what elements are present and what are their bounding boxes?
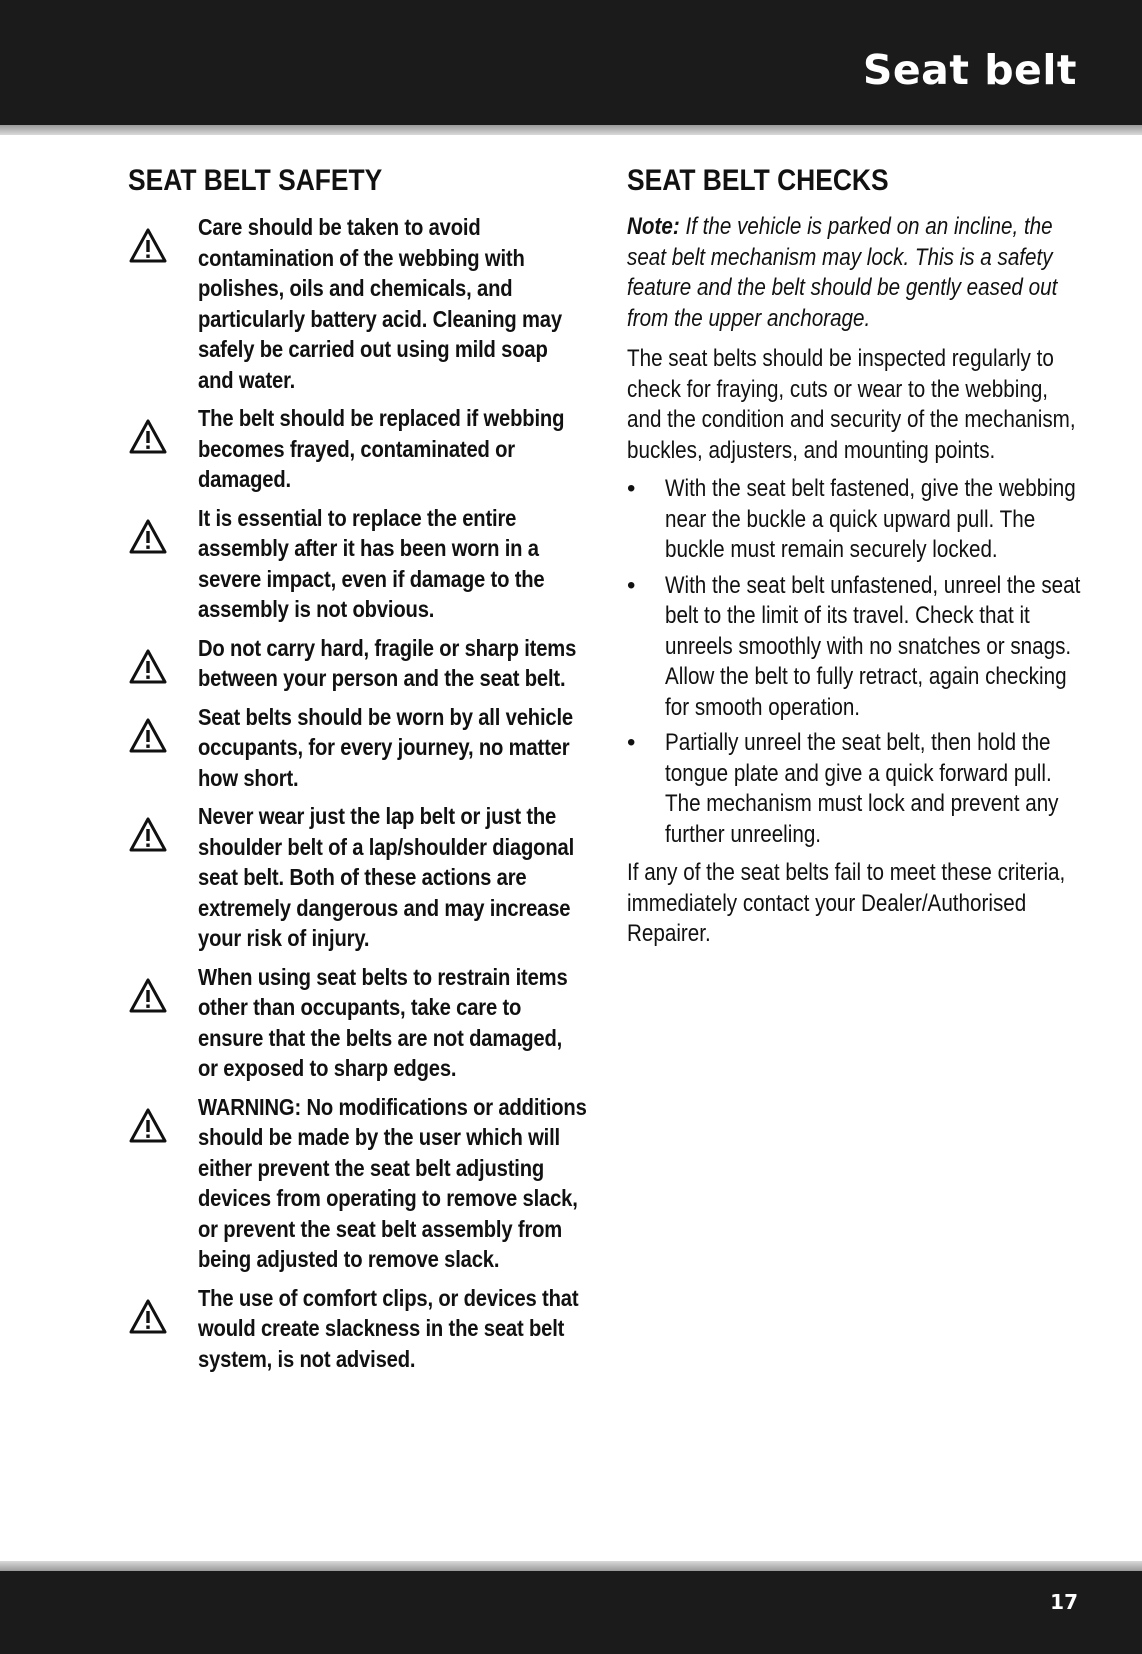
footer-stripe xyxy=(0,1561,1142,1571)
warning-triangle-icon xyxy=(128,1298,168,1335)
seat-belt-checks-section xyxy=(627,164,1082,958)
seat-belt-safety-heading: SEAT BELT SAFETY xyxy=(128,164,383,197)
warning-item xyxy=(128,212,588,395)
warning-item xyxy=(128,801,588,954)
warning-item xyxy=(128,962,588,1084)
warning-item xyxy=(128,633,588,694)
warning-item xyxy=(128,403,588,495)
bullet-icon: • xyxy=(627,571,636,599)
note-label: Note: xyxy=(627,213,680,240)
warning-item xyxy=(128,702,588,794)
seat-belt-checks-heading: SEAT BELT CHECKS xyxy=(627,164,889,197)
intro-paragraph xyxy=(627,344,1082,466)
bullet-icon: • xyxy=(627,729,636,756)
warning-item xyxy=(128,1283,588,1375)
list-item xyxy=(627,474,1082,566)
page-number: 17 xyxy=(1050,1590,1078,1614)
warning-triangle-icon xyxy=(128,1107,168,1144)
closing-paragraph xyxy=(627,858,1082,950)
warning-triangle-icon xyxy=(128,648,168,685)
closing-text: If any of the seat belts fail to meet these criteria, immediately contact your Dealer/Authorised Repairer. xyxy=(627,859,1066,947)
list-item-text: Partially unreel the seat belt, then hold the tongue plate and give a quick forward pull. The mechanism must lock and prevent any further unreeling. xyxy=(665,729,1059,848)
page-title: Seat belt xyxy=(862,46,1077,94)
warning-triangle-icon xyxy=(128,227,168,264)
note-text: If the vehicle is parked on an incline, the seat belt mechanism may lock. This is a safety feature and the belt should be gently eased out from the upper anchorage. xyxy=(627,213,1058,332)
seat-belt-safety-section xyxy=(128,164,588,1382)
note-paragraph xyxy=(627,212,1082,334)
warning-text: WARNING: No modifications or additions should be made by the user which will either prevent the seat belt adjusting devices from operating to remove slack, or prevent the seat belt assembly from being adjusted to remove slack. xyxy=(198,1093,587,1272)
check-list xyxy=(627,474,1082,850)
warning-triangle-icon xyxy=(128,418,168,455)
header-stripe xyxy=(0,125,1142,135)
warning-item xyxy=(128,1092,588,1275)
warning-item xyxy=(128,503,588,625)
list-item-text: With the seat belt fastened, give the webbing near the buckle a quick upward pull. The buckle must remain securely locked. xyxy=(665,475,1076,563)
list-item xyxy=(627,728,1082,850)
warning-triangle-icon xyxy=(128,977,168,1014)
warning-text: Do not carry hard, fragile or sharp items between your person and the seat belt. xyxy=(198,634,577,691)
warning-triangle-icon xyxy=(128,717,168,754)
warning-triangle-icon xyxy=(128,816,168,853)
warning-triangle-icon xyxy=(128,518,168,555)
warning-text: The belt should be replaced if webbing becomes frayed, contaminated or damaged. xyxy=(198,405,565,492)
list-item xyxy=(627,571,1082,724)
warning-text: Care should be taken to avoid contamination of the webbing with polishes, oils and chemicals, and particularly battery acid. Cleaning may safely be carried out using mild soap and water. xyxy=(198,214,562,393)
warning-text: When using seat belts to restrain items other than occupants, take care to ensure that the belts are not damaged, or exposed to sharp edges. xyxy=(198,963,568,1081)
warning-text: Seat belts should be worn by all vehicle occupants, for every journey, no matter how short. xyxy=(198,703,573,791)
intro-text: The seat belts should be inspected regularly to check for fraying, cuts or wear to the webbing, and the condition and security of the mechanism, buckles, adjusters, and mounting points. xyxy=(627,345,1076,464)
warning-text: It is essential to replace the entire assembly after it has been worn in a severe impact, even if damage to the assembly is not obvious. xyxy=(198,504,545,622)
warning-text: Never wear just the lap belt or just the shoulder belt of a lap/shoulder diagonal seat belt. Both of these actions are extremely dangerous and may increase your risk of injury. xyxy=(198,803,575,951)
warning-text: The use of comfort clips, or devices that would create slackness in the seat belt system, is not advised. xyxy=(198,1284,579,1372)
footer-bar xyxy=(0,1571,1142,1654)
list-item-text: With the seat belt unfastened, unreel the seat belt to the limit of its travel. Check that it unreels smoothly with no snatches or snags. Allow the belt to fully retract, again checking for smooth operation. xyxy=(665,571,1081,721)
bullet-icon: • xyxy=(627,475,636,502)
